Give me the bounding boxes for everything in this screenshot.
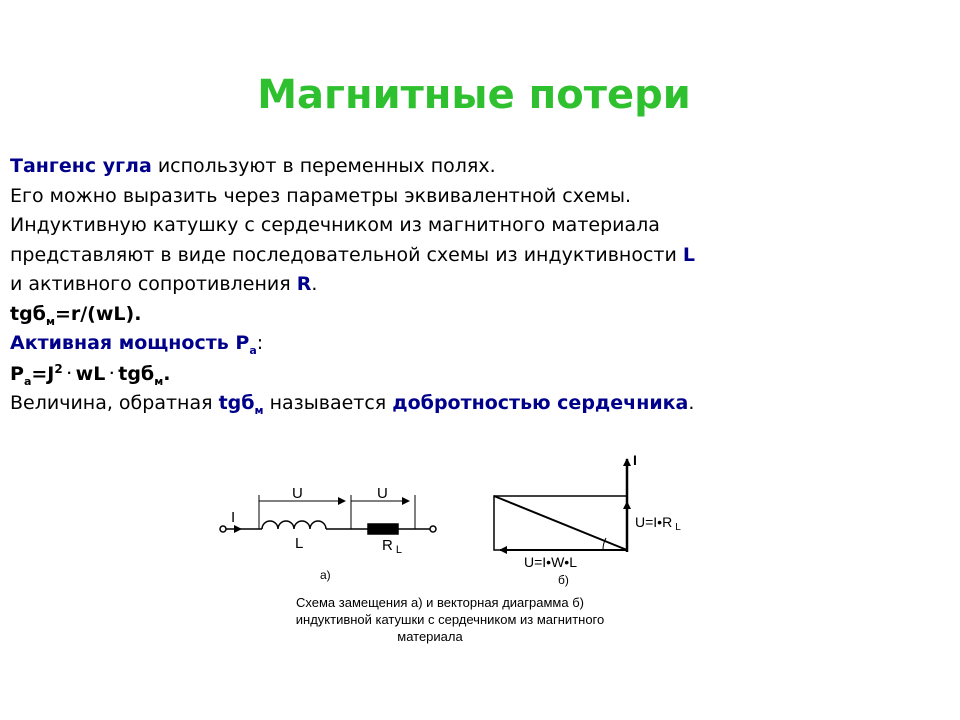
circuit-caption: а) — [320, 568, 331, 582]
resistor-symbol — [368, 524, 398, 534]
term-tangent: Тангенс угла — [10, 155, 152, 177]
circuit-voltage-label-1: U — [292, 485, 303, 502]
text-line-quality: Величина, обратная tgб$_м$ называется добротностью сердечника. — [10, 392, 695, 417]
total-voltage-vector — [494, 496, 627, 550]
vector-diagram — [494, 459, 627, 552]
vector-current-label: I — [633, 452, 637, 468]
circuit-current-label: I — [231, 509, 236, 526]
vector-ur-label: U=I•R $_L$ — [635, 514, 681, 533]
text-line-2: Его можно выразить через параметры эквивалентной схемы. — [10, 184, 632, 207]
vector-ul-label: U=I•W•L — [524, 554, 577, 570]
terminal-right — [430, 526, 436, 532]
symbol-r: R — [296, 273, 312, 295]
figure-caption-line-3: материала — [397, 629, 463, 644]
circuit-voltage-label-2: U — [377, 485, 388, 502]
term-quality-factor: добротностью сердечника — [392, 392, 689, 414]
figure-caption-line-1: Схема замещения а) и векторная диаграмма б) — [296, 595, 584, 610]
vector-caption: б) — [558, 573, 569, 587]
equivalent-circuit — [220, 495, 436, 534]
text-line-3: Индуктивную катушку с сердечником из магнитного материала — [10, 214, 660, 236]
terminal-left — [220, 526, 226, 532]
text-line-4: представляют в виде последовательной схемы из индуктивности L — [10, 243, 695, 266]
circuit-inductor-label: L — [295, 535, 304, 552]
text-line-1: Тангенс угла используют в переменных полях. — [10, 155, 496, 177]
text-line-5: и активного сопротивления R. — [10, 273, 318, 295]
slide-title: Магнитные потери — [257, 72, 691, 118]
figure-caption-line-2: индуктивной катушки с сердечником из магнитного — [295, 612, 605, 627]
circuit-resistor-label: R $_L$ — [382, 537, 402, 556]
formula-tg: tgб$_м$=r/(wL). — [10, 302, 142, 328]
symbol-l: L — [682, 243, 695, 266]
inductor-symbol — [262, 521, 326, 529]
active-power-heading: Активная мощность $P_а$: — [10, 332, 264, 357]
formula-active-power: $P_а=J^2$ · wL · tgб$_м$. — [10, 361, 171, 388]
